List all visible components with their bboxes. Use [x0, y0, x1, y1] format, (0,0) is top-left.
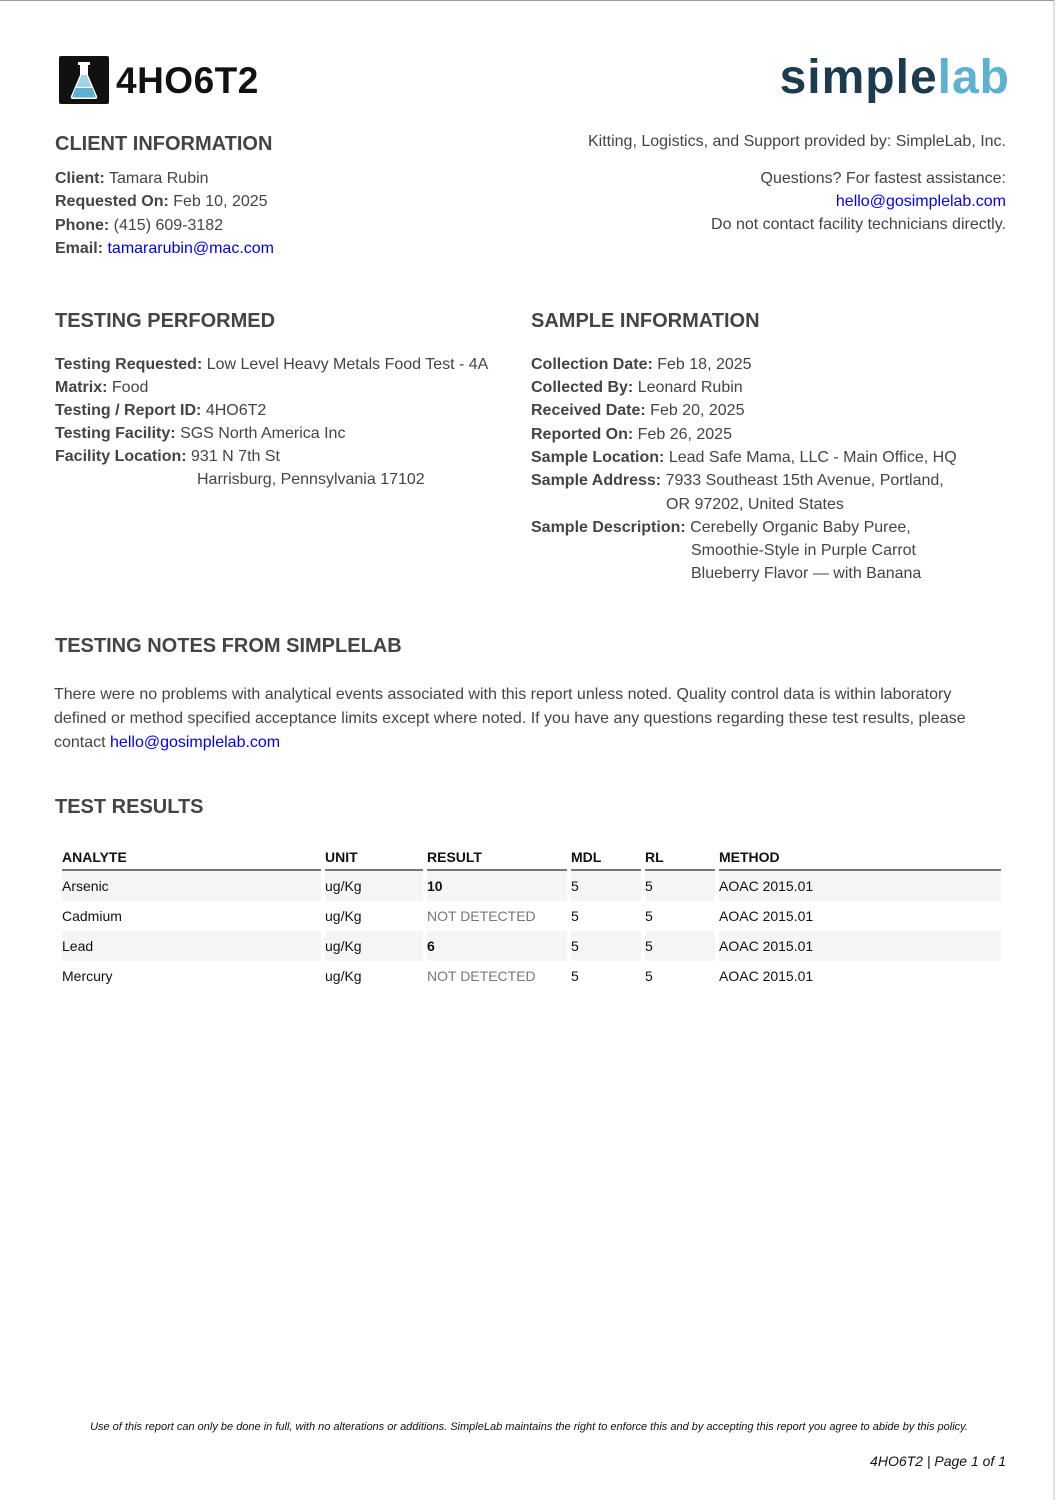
test-results-table — [58, 844, 1005, 991]
facility-location-line2: Harrisburg, Pennsylvania 17102 — [197, 471, 425, 488]
collected-by-row — [531, 376, 743, 399]
client-row — [55, 167, 209, 190]
sample-description-row — [531, 516, 911, 539]
sample-location-row — [531, 446, 957, 469]
report-id-label: Testing / Report ID: — [55, 402, 202, 419]
mdl-cell: 5 — [571, 968, 579, 984]
unit-cell: ug/Kg — [325, 968, 362, 984]
support-warning: Do not contact facility technicians directly. — [711, 216, 1006, 233]
method-cell: AOAC 2015.01 — [719, 931, 1001, 961]
reported-on-row — [531, 423, 732, 446]
facility-location-line1: 931 N 7th St — [191, 448, 280, 465]
table-row — [62, 931, 1001, 961]
header-unit: UNIT — [325, 844, 423, 871]
footer-disclaimer: Use of this report can only be done in full, with no alterations or additions. SimpleLab maintains the right to enforce this and by accepting this report you agree to abide by this policy. — [90, 1421, 968, 1433]
testing-facility-label: Testing Facility: — [55, 425, 176, 442]
testing-requested-label: Testing Requested: — [55, 356, 203, 373]
collected-by-label: Collected By: — [531, 379, 634, 396]
requested-on-value: Feb 10, 2025 — [173, 193, 268, 210]
header-mdl: MDL — [571, 844, 641, 871]
testing-notes-title: TESTING NOTES FROM SIMPLELAB — [55, 635, 402, 657]
result-cell: 6 — [427, 931, 567, 961]
testing-requested-value: Low Level Heavy Metals Food Test - 4A — [206, 356, 489, 373]
header-rl: RL — [645, 844, 715, 871]
phone-row — [55, 214, 223, 237]
report-id-value: 4HO6T2 — [205, 402, 267, 419]
header-result: RESULT — [427, 844, 567, 871]
sample-location-label: Sample Location: — [531, 449, 665, 466]
analyte-cell: Arsenic — [62, 871, 321, 901]
phone-value: (415) 609-3182 — [113, 217, 224, 234]
table-row — [62, 871, 1001, 901]
client-label: Client: — [55, 170, 105, 187]
collection-date-row — [531, 353, 752, 376]
method-cell: AOAC 2015.01 — [719, 871, 1001, 901]
mdl-cell: 5 — [571, 931, 641, 961]
analyte-cell: Lead — [62, 931, 321, 961]
test-results-title: TEST RESULTS — [55, 796, 204, 818]
matrix-value: Food — [111, 379, 149, 396]
sample-description-line1: Cerebelly Organic Baby Puree, — [690, 519, 911, 536]
reported-on-label: Reported On: — [531, 426, 634, 443]
email-row — [55, 237, 274, 260]
support-provider: Kitting, Logistics, and Support provided by: SimpleLab, Inc. — [587, 133, 1006, 150]
brand-lab: lab — [937, 51, 1010, 104]
table-row — [62, 961, 1001, 991]
header-analyte: ANALYTE — [62, 844, 321, 871]
testing-performed-title: TESTING PERFORMED — [55, 310, 276, 332]
matrix-label: Matrix: — [55, 379, 108, 396]
received-date-value: Feb 20, 2025 — [650, 402, 745, 419]
phone-label: Phone: — [55, 217, 110, 234]
analyte-cell: Cadmium — [62, 908, 122, 924]
received-date-row — [531, 399, 744, 422]
simplelab-logo — [780, 48, 1010, 108]
client-email-link[interactable]: tamararubin@mac.com — [107, 240, 274, 257]
sample-description-line3: Blueberry Flavor — with Banana — [691, 565, 922, 582]
report-code: 4HO6T2 — [116, 60, 259, 101]
collection-date-value: Feb 18, 2025 — [657, 356, 752, 373]
sample-description-line2: Smoothie-Style in Purple Carrot — [691, 542, 916, 559]
sample-address-row — [531, 469, 944, 492]
notes-email-link[interactable]: hello@gosimplelab.com — [110, 734, 281, 751]
results-header-row — [62, 844, 1001, 871]
page-number: 4HO6T2 | Page 1 of 1 — [870, 1453, 1006, 1469]
facility-location-label: Facility Location: — [55, 448, 187, 465]
sample-address-line2: OR 97202, United States — [666, 496, 844, 513]
testing-requested-row — [55, 353, 488, 376]
support-questions: Questions? For fastest assistance: — [760, 170, 1006, 187]
table-row — [62, 901, 1001, 931]
email-label: Email: — [55, 240, 104, 257]
result-cell: NOT DETECTED — [427, 968, 536, 984]
report-id-row — [55, 399, 266, 422]
testing-facility-row — [55, 422, 345, 445]
method-cell: AOAC 2015.01 — [719, 908, 814, 924]
unit-cell: ug/Kg — [325, 931, 423, 961]
sample-address-line1: 7933 Southeast 15th Avenue, Portland, — [665, 472, 944, 489]
result-cell: NOT DETECTED — [427, 908, 536, 924]
rl-cell: 5 — [645, 968, 653, 984]
rl-cell: 5 — [645, 931, 715, 961]
sample-address-label: Sample Address: — [531, 472, 662, 489]
rl-cell: 5 — [645, 871, 715, 901]
received-date-label: Received Date: — [531, 402, 646, 419]
testing-notes-body — [54, 683, 1004, 755]
unit-cell: ug/Kg — [325, 908, 362, 924]
flask-logo-icon — [59, 56, 109, 104]
mdl-cell: 5 — [571, 908, 579, 924]
method-cell: AOAC 2015.01 — [719, 968, 814, 984]
sample-information-title: SAMPLE INFORMATION — [531, 310, 760, 332]
support-email-link[interactable]: hello@gosimplelab.com — [835, 193, 1006, 210]
requested-on-row — [55, 190, 268, 213]
brand-simple: simple — [779, 51, 938, 104]
testing-notes-text: There were no problems with analytical events associated with this report unless noted. Quality control data is within laboratory defined or method specified acceptance limits except where noted. If you have any questions regarding these test results, please contact — [54, 686, 966, 751]
testing-facility-value: SGS North America Inc — [180, 425, 346, 442]
collection-date-label: Collection Date: — [531, 356, 653, 373]
reported-on-value: Feb 26, 2025 — [637, 426, 732, 443]
result-cell: 10 — [427, 871, 567, 901]
mdl-cell: 5 — [571, 871, 641, 901]
facility-location-row — [55, 445, 280, 468]
requested-on-label: Requested On: — [55, 193, 169, 210]
collected-by-value: Leonard Rubin — [637, 379, 743, 396]
sample-location-value: Lead Safe Mama, LLC - Main Office, HQ — [668, 449, 957, 466]
matrix-row — [55, 376, 148, 399]
analyte-cell: Mercury — [62, 968, 113, 984]
header-method: METHOD — [719, 844, 1001, 871]
sample-description-label: Sample Description: — [531, 519, 686, 536]
rl-cell: 5 — [645, 908, 653, 924]
client-value: Tamara Rubin — [108, 170, 209, 187]
unit-cell: ug/Kg — [325, 871, 423, 901]
client-information-title: CLIENT INFORMATION — [55, 133, 273, 155]
